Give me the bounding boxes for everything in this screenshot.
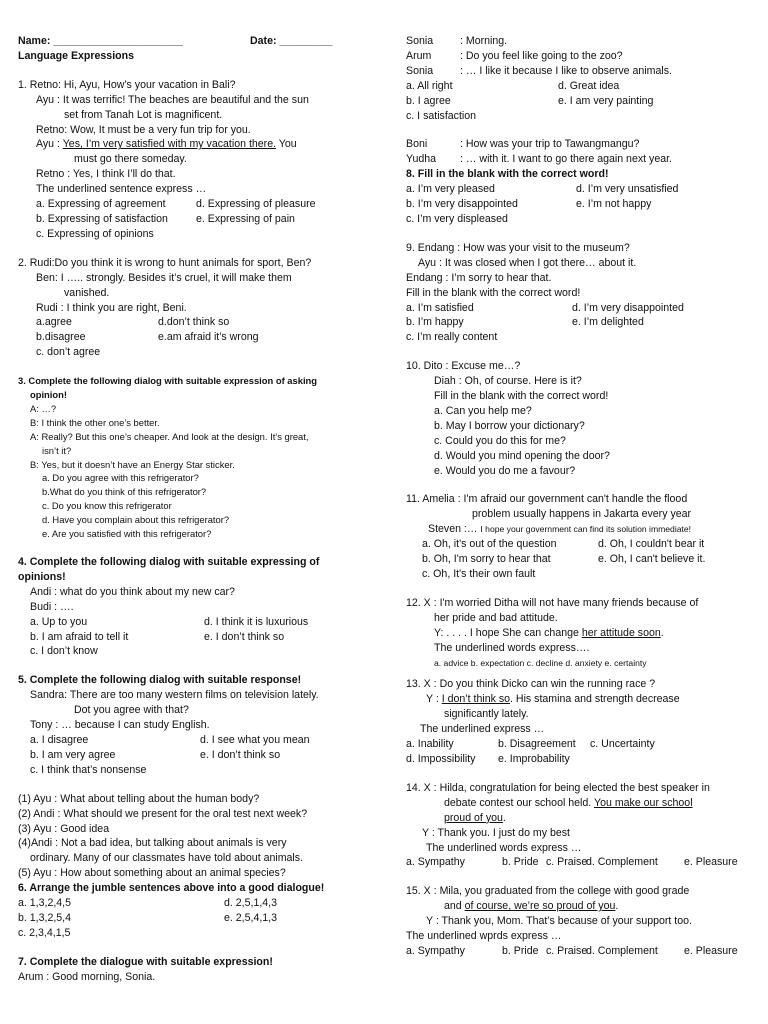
dialog-line [406,49,750,64]
q7-option-e[interactable]: e. I am very painting [558,94,654,107]
q5-option-a[interactable]: a. I disagree [30,733,89,746]
q6-line: 6. Arrange the jumble sentences above into a good dialogue! [18,882,325,895]
question-9 [406,241,750,345]
q14-line: 14. X : Hilda, congratulation for being elected the best speaker in [406,781,710,794]
q2-option-e[interactable]: e.am afraid it’s wrong [158,331,259,344]
q4-options-row [18,630,370,645]
q5-options-row [18,733,370,748]
q10-option-c[interactable]: c. Could you do this for me? [434,434,566,447]
header [18,34,370,49]
q8-options-row [406,182,750,197]
q6-options-row [18,911,370,926]
q1-line: set from Tanah Lot is magnificent. [64,108,223,121]
q15-text: . [615,900,619,913]
q4-line: 4. Complete the following dialog with suitable expressing of [18,556,320,568]
q3-line: isn’t it? [42,444,72,456]
q3-line: A: Really? But this one’s cheaper. And look at the design. It’s great, [30,430,309,442]
q2-option-b[interactable]: b.disagree [36,331,86,344]
q4-line: opinions! [18,570,66,583]
question-4 [18,555,370,659]
q8-option-a[interactable]: a. I’m very pleased [406,183,495,196]
q6-option-e[interactable]: e. 2,5,4,1,3 [224,911,278,924]
q1-text: You [276,138,297,151]
q15-options-row [406,944,750,959]
q7-options-row [406,79,750,94]
q8-option-b[interactable]: b. I’m very disappointed [406,198,518,211]
q5-line: 5. Complete the following dialog with suitable response! [18,674,302,687]
q15-text: and [444,900,465,913]
q11-option-a[interactable]: a. Oh, it's out of the question [422,538,557,551]
q2-option-a[interactable]: a.agree [36,316,72,329]
q8-line: 8. Fill in the blank with the correct word! [406,168,609,181]
q8-option-c[interactable]: c. I’m very displeased [406,212,508,225]
question-13 [406,677,750,766]
q3-option-a[interactable]: a. Do you agree with this refrigerator? [42,472,199,484]
q11-line: problem usually happens in Jakarta every year [472,508,692,521]
q4-option-c[interactable]: c. I don’t know [30,645,98,658]
q11-line: 11. Amelia : I'm afraid our government can't handle the flood [406,493,688,506]
q5-line: Dot you agree with that? [74,704,189,717]
q14-option-a[interactable]: a. Sympathy [406,856,465,869]
q3-line: B: I think the other one’s better. [30,416,160,428]
q6-options-row [18,896,370,911]
q2-options-row [18,315,370,330]
q11-option-e[interactable]: e. Oh, I can't believe it. [598,553,706,566]
q3-option-c[interactable]: c. Do you know this refrigerator [42,500,172,512]
q14-option-d[interactable]: d. Complement [586,856,658,869]
q12-line: The underlined words express…. [434,641,590,654]
q13-text: . His stamina and strength decrease [510,693,680,706]
q6-option-d[interactable]: d. 2,5,1,4,3 [224,897,278,910]
jumble-sentences [18,792,370,881]
q13-option-d[interactable]: d. Impossibility [406,752,476,765]
q2-option-c[interactable]: c. don’t agree [36,346,101,359]
q1-line: Retno : Yes, I think I’ll do that. [36,168,176,181]
dialog-text: : Do you feel like going to the zoo? [460,49,623,62]
q13-option-c[interactable]: c. Uncertainty [590,738,655,751]
q14-option-e[interactable]: e. Pleasure [684,856,738,869]
q12-options[interactable]: a. advice b. expectation c. decline d. anxiety e. certainty [434,657,647,668]
q5-option-d[interactable]: d. I see what you mean [200,733,310,746]
q3-line: B: Yes, but it doesn’t have an Energy Star sticker. [30,458,235,470]
q13-line [406,692,750,707]
dialog-text: : How was your trip to Tawangmangu? [460,138,640,151]
q9-options-row [406,315,750,330]
q10-option-e[interactable]: e. Would you do me a favour? [434,464,576,477]
q7-options-row [406,94,750,109]
q8-options-row [406,197,750,212]
jumble-sentence: (4)Andi : Not a bad idea, but talking about animals is very [18,837,287,850]
q6-option-b[interactable]: b. 1,3,2,5,4 [18,911,72,924]
q2-line: vanished. [64,286,110,299]
question-1 [18,78,370,242]
question-15 [406,884,750,959]
q8-option-e[interactable]: e. I’m not happy [576,198,652,211]
q1-option-b[interactable]: b. Expressing of satisfaction [36,212,168,225]
question-5 [18,673,370,777]
q1-line: 1. Retno: Hi, Ayu, How’s your vacation in Bali? [18,78,236,91]
q4-option-b[interactable]: b. I am afraid to tell it [30,630,129,643]
dialog-line [406,137,750,152]
q2-option-d[interactable]: d.don’t think so [158,316,230,329]
q15-line: The underlined wprds express … [406,930,562,943]
q2-line: Ben: I ….. strongly. Besides it’s cruel, it will make them [36,271,292,284]
q1-line: Ayu : It was terrific! The beaches are beautiful and the sun [36,93,309,106]
q11-text: I hope your government can find its solution immediate! [480,524,692,535]
q3-option-e[interactable]: e. Are you satisfied with this refrigerator? [42,528,212,540]
q3-line: 3. Complete the following dialog with suitable expression of asking [18,375,317,387]
q5-option-e[interactable]: e. I don’t think so [200,748,281,761]
q1-underlined-sentence: Yes, I’m very satisfied with my vacation there. [62,138,277,151]
q12-line [406,626,750,641]
question-2 [18,256,370,360]
q15-line [406,899,750,914]
q12-speaker-text: Y: . . . . I hope She can change [434,626,582,639]
q9-line: 9. Endang : How was your visit to the museum? [406,241,630,254]
q2-options-row [18,330,370,345]
q13-line: 13. X : Do you think Dicko can win the running race ? [406,678,656,691]
question-14 [406,781,750,870]
q3-option-d[interactable]: d. Have you complain about this refrigerator? [42,514,230,526]
q9-line: Endang : I’m sorry to hear that. [406,271,552,284]
right-column [406,34,750,959]
q8-option-d[interactable]: d. I’m very unsatisfied [576,183,679,196]
q7-line: Arum : Good morning, Sonia. [18,970,156,983]
q12-line: her pride and bad attitude. [434,611,558,624]
q13-option-b[interactable]: b. Disagreement [498,738,576,751]
q12-line: 12. X : I'm worried Ditha will not have many friends because of [406,596,699,609]
jumble-sentence: ordinary. Many of our classmates have told about animals. [30,852,304,865]
q3-line: opinion! [30,389,67,401]
q4-line: Andi : what do you think about my new car? [30,585,235,598]
q2-line: 2. Rudi:Do you think it is wrong to hunt animals for sport, Ben? [18,256,312,269]
q7-option-b[interactable]: b. I agree [406,94,451,107]
q13-options-row [406,752,750,767]
q7-option-d[interactable]: d. Great idea [558,79,620,92]
jumble-sentence: (5) Ayu : How about something about an animal species? [18,867,286,880]
q11-option-c[interactable]: c. Oh, It's their own fault [422,568,536,580]
speaker-name: Sonia [406,35,434,47]
q4-option-d[interactable]: d. I think it is luxurious [204,615,309,628]
q11-speaker: Steven :… [428,523,481,536]
q14-text: debate contest our school held. [444,796,594,809]
q14-text: . [502,811,506,824]
left-column [18,34,370,985]
question-3 [18,374,370,541]
dialog-text: : Morning. [460,35,508,47]
dialog-line [406,152,750,167]
q1-line: Retno: Wow, It must be a very fun trip for you. [36,123,251,136]
q5-line: Sandra: There are too many western films on television lately. [30,689,319,702]
question-7 [18,955,370,985]
q5-option-c[interactable]: c. I think that’s nonsense [30,763,147,776]
jumble-sentence: (3) Ayu : Good idea [18,822,110,835]
q13-speaker: Y : [426,693,442,706]
q5-options-row [18,748,370,763]
q9-option-b[interactable]: b. I’m happy [406,316,464,329]
q9-line: Fill in the blank with the correct word! [406,286,581,299]
q5-option-b[interactable]: b. I am very agree [30,748,116,761]
q15-option-c[interactable]: c. Praise [546,944,588,957]
q15-option-a[interactable]: a. Sympathy [406,944,465,957]
question-6 [18,881,370,941]
q14-options-row [406,855,750,870]
jumble-sentence: (1) Ayu : What about telling about the human body? [18,792,260,805]
name-field-label: Name: ______________________ [18,35,183,47]
q1-speaker: Ayu : [36,138,63,151]
q10-line: Fill in the blank with the correct word! [434,390,609,403]
q15-line: 15. X : Mila, you graduated from the college with good grade [406,885,690,898]
q15-option-d[interactable]: d. Complement [586,944,658,957]
q11-options-row [406,552,750,567]
q14-line [406,811,750,826]
q12-underlined-words: her attitude soon [581,626,661,639]
q10-option-a[interactable]: a. Can you help me? [434,404,532,417]
q10-line: Diah : Oh, of course. Here is it? [434,375,582,388]
q1-line [18,137,370,152]
q9-option-a[interactable]: a. I’m satisfied [406,301,474,314]
speaker-name: Boni [406,138,428,151]
q15-option-e[interactable]: e. Pleasure [684,944,738,957]
q14-option-b[interactable]: b. Pride [502,856,539,869]
question-12 [406,596,750,671]
q1-line: must go there someday. [74,153,187,166]
q4-option-e[interactable]: e. I don’t think so [204,630,285,643]
q11-line [406,522,750,537]
q9-option-d[interactable]: d. I’m very disappointed [572,301,684,314]
q9-options-row [406,301,750,316]
q3-line: A: …? [30,402,57,414]
q3-option-b[interactable]: b.What do you think of this refrigerator? [42,486,207,498]
q1-option-d[interactable]: d. Expressing of pleasure [196,198,316,211]
q10-option-d[interactable]: d. Would you mind opening the door? [434,449,610,462]
q15-underlined-words: of course, we’re so proud of you [464,900,616,913]
q14-option-c[interactable]: c. Praise [546,856,588,869]
speaker-name: Yudha [406,153,437,166]
q13-option-a[interactable]: a. Inability [406,738,454,751]
dialog-line [406,64,750,79]
dialog-line [406,34,750,49]
q7-option-c[interactable]: c. I satisfaction [406,109,477,122]
q1-option-a[interactable]: a. Expressing of agreement [36,198,166,211]
q11-options-row [406,537,750,552]
question-11 [406,492,750,581]
q6-option-a[interactable]: a. 1,3,2,4,5 [18,897,72,910]
q14-underlined-words: You make our school [594,796,693,809]
q13-option-e[interactable]: e. Improbability [498,752,570,765]
dialog-text: : … with it. I want to go there again next year. [460,153,672,166]
q13-underlined-words: I don’t think so [441,693,511,706]
q14-line: The underlined words express … [426,841,582,854]
q10-line: 10. Dito : Excuse me…? [406,360,521,373]
q14-line [406,796,750,811]
q4-line: Budi : …. [30,600,74,613]
q15-line: Y : Thank you, Mom. That’s because of your support too. [426,915,692,928]
q9-option-c[interactable]: c. I’m really content [406,331,498,344]
q1-option-c[interactable]: c. Expressing of opinions [36,227,154,240]
q9-option-e[interactable]: e. I’m delighted [572,316,644,329]
q12-text: . [660,626,664,639]
speaker-name: Sonia [406,64,434,77]
q15-option-b[interactable]: b. Pride [502,944,539,957]
q13-options-row [406,737,750,752]
dialog-text: : … I like it because I like to observe animals. [460,64,672,77]
q6-option-c[interactable]: c. 2,3,4,1,5 [18,926,71,939]
q2-line: Rudi : I think you are right, Beni. [36,301,187,314]
q9-line: Ayu : It was closed when I got there… about it. [418,256,637,269]
q14-line: Y : Thank you. I just do my best [422,826,570,839]
q1-line: The underlined sentence express … [36,183,207,196]
q13-line: significantly lately. [444,708,529,721]
q5-line: Tony : … because I can study English. [30,719,210,732]
q13-line: The underlined express … [420,723,545,736]
q1-option-e[interactable]: e. Expressing of pain [196,212,295,225]
date-field-label: Date: _________ [250,35,333,47]
q1-options-row [18,212,370,227]
question-10 [406,359,750,478]
q7-option-a[interactable]: a. All right [406,79,453,92]
q10-option-b[interactable]: b. May I borrow your dictionary? [434,419,585,432]
q4-option-a[interactable]: a. Up to you [30,615,88,628]
q11-option-d[interactable]: d. Oh, I couldn't bear it [598,538,705,551]
q4-options-row [18,615,370,630]
q11-option-b[interactable]: b. Oh, I'm sorry to hear that [422,553,551,566]
q14-underlined-words: proud of you [444,811,503,824]
jumble-sentence: (2) Andi : What should we present for the oral test next week? [18,807,308,820]
speaker-name: Arum [406,49,432,62]
q7-line: 7. Complete the dialogue with suitable expression! [18,955,273,968]
q1-options-row [18,197,370,212]
page-subtitle: Language Expressions [18,49,134,62]
